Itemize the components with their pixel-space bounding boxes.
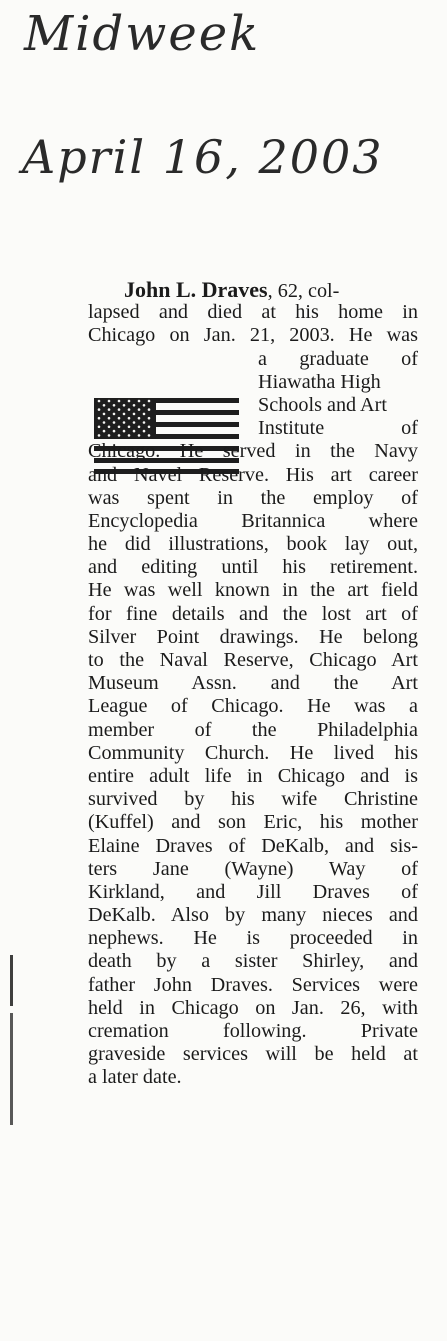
article-line: Community Church. He lived his bbox=[88, 741, 418, 764]
article-line: (Kuffel) and son Eric, his mother bbox=[88, 811, 418, 834]
article-line-1 bbox=[88, 278, 418, 301]
article-line: nephews. He is proceeded in bbox=[88, 927, 418, 950]
article-line: he did illustrations, book lay out, bbox=[88, 533, 418, 556]
article-line: Chicago. He served in the Navy bbox=[88, 440, 418, 463]
article-line: was spent in the employ of bbox=[88, 486, 418, 509]
article-line: for fine details and the lost art of bbox=[88, 602, 418, 625]
article-line: He was well known in the art field bbox=[88, 579, 418, 602]
article-line: ters Jane (Wayne) Way of bbox=[88, 857, 418, 880]
article-line: DeKalb. Also by many nieces and bbox=[88, 904, 418, 927]
article-line: Hiawatha High bbox=[258, 370, 381, 393]
line-text: , 62, col- bbox=[267, 280, 340, 302]
handwritten-publication-name: Midweek bbox=[24, 6, 261, 62]
article-line: a later date. bbox=[88, 1066, 182, 1089]
article-line: entire adult life in Chicago and is bbox=[88, 764, 418, 787]
article-line: to the Naval Reserve, Chicago Art bbox=[88, 649, 418, 671]
article-line: survived by his wife Christine bbox=[88, 788, 418, 811]
article-line: held in Chicago on Jan. 26, with bbox=[88, 996, 418, 1019]
article-line: Institute of bbox=[258, 417, 418, 440]
article-line: and Navel Reserve. His art career bbox=[88, 463, 418, 486]
article-line: Schools and Art bbox=[258, 393, 387, 416]
article-line: lapsed and died at his home in bbox=[88, 301, 418, 324]
article-line: Kirkland, and Jill Draves of bbox=[88, 880, 418, 903]
handwritten-date: April 16, 2003 bbox=[22, 130, 384, 184]
article-line: League of Chicago. He was a bbox=[88, 695, 418, 718]
article-line: Museum Assn. and the Art bbox=[88, 672, 418, 695]
article-line: Chicago on Jan. 21, 2003. He was bbox=[88, 324, 418, 347]
article-line: death by a sister Shirley, and bbox=[88, 950, 418, 973]
article-line: Encyclopedia Britannica where bbox=[88, 509, 418, 532]
article-line: Elaine Draves of DeKalb, and sis- bbox=[88, 834, 418, 857]
article-line: member of the Philadelphia bbox=[88, 718, 418, 741]
article-line: cremation following. Private bbox=[88, 1020, 418, 1042]
article-line: Silver Point drawings. He belong bbox=[88, 625, 418, 648]
obituary-article bbox=[88, 278, 418, 1090]
scan-margin-mark bbox=[10, 955, 13, 1125]
article-line: father John Draves. Services were bbox=[88, 973, 418, 996]
article-line: and editing until his retirement. bbox=[88, 556, 418, 579]
article-line: a graduate of bbox=[258, 347, 418, 370]
deceased-name: John L. Draves bbox=[124, 278, 268, 302]
article-line: graveside services will be held at bbox=[88, 1043, 418, 1066]
